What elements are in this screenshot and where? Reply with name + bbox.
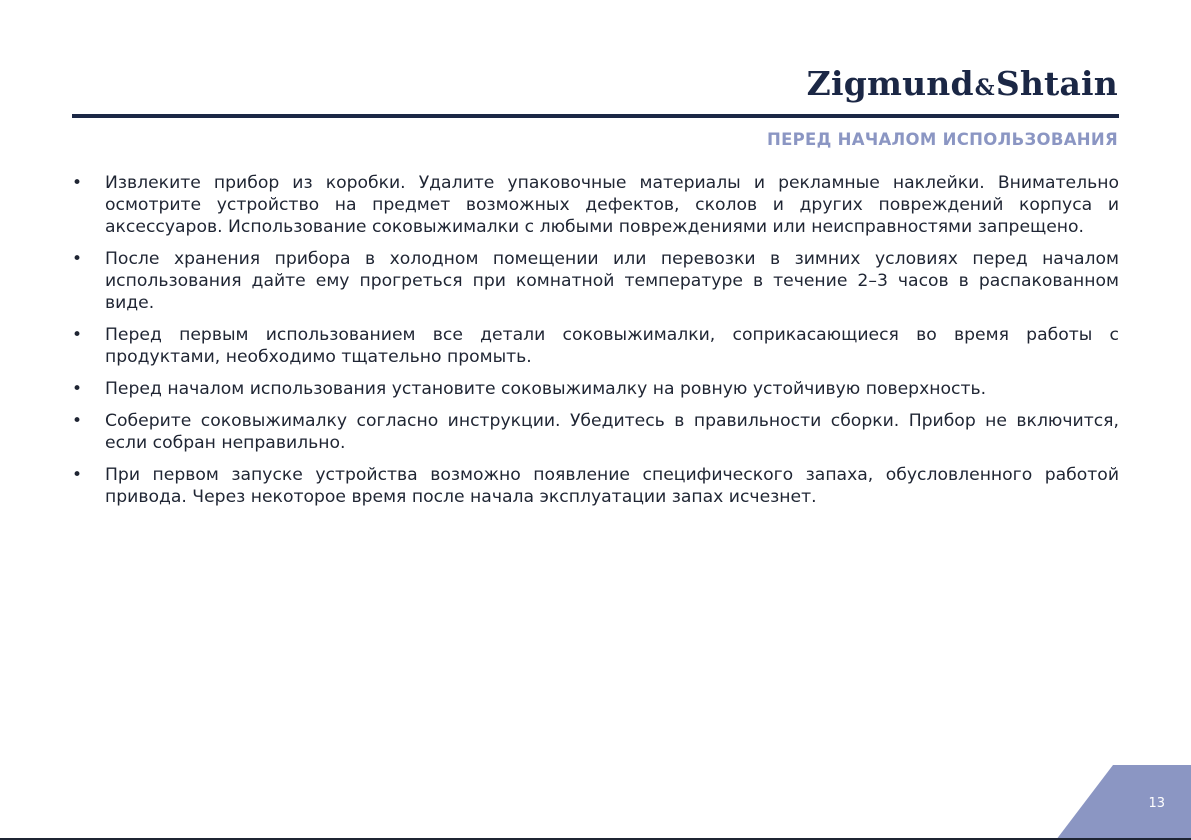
brand-logo-part1: Zigmund [806,64,974,103]
page-corner-triangle [1056,765,1191,840]
instruction-item [72,324,1119,368]
instruction-list [72,172,1119,518]
instruction-text: Извлеките прибор из коробки. Удалите упаковочные материалы и рекламные наклейки. Внимательно осмотрите устройство на предмет возможных дефектов, сколов и других повреждений корпуса и аксессуаров. Использование соковыжималки с любыми повреждениями или неисправностями запрещено. [105,173,1119,237]
bullet-icon: • [72,465,83,485]
instruction-item [72,378,1119,400]
instruction-item [72,172,1119,238]
instruction-text: Соберите соковыжималку согласно инструкции. Убедитесь в правильности сборки. Прибор не включится, если собран неправильно. [105,411,1119,453]
instruction-text: После хранения прибора в холодном помещении или перевозки в зимних условиях перед началом использования дайте ему прогреться при комнатной температуре в течение 2–3 часов в распакованном виде. [105,249,1119,313]
bullet-icon: • [72,249,83,269]
instruction-text: Перед первым использованием все детали соковыжималки, соприкасающиеся во время работы с продуктами, необходимо тщательно промыть. [105,325,1119,367]
header-divider [72,114,1119,118]
bullet-icon: • [72,173,83,193]
bullet-icon: • [72,325,83,345]
page-number: 13 [1148,796,1165,811]
section-title: ПЕРЕД НАЧАЛОМ ИСПОЛЬЗОВАНИЯ [766,130,1118,149]
brand-logo-part2: Shtain [995,64,1118,103]
instruction-text: Перед началом использования установите соковыжималку на ровную устойчивую поверхность. [105,379,987,399]
brand-logo [807,64,1118,103]
bullet-icon: • [72,379,83,399]
instruction-text: При первом запуске устройства возможно появление специфического запаха, обусловленного работой привода. Через некоторое время после начала эксплуатации запах исчезнет. [105,465,1119,507]
bullet-icon: • [72,411,83,431]
brand-logo-ampersand: & [974,75,995,101]
instruction-item [72,248,1119,314]
instruction-item [72,410,1119,454]
instruction-item [72,464,1119,508]
